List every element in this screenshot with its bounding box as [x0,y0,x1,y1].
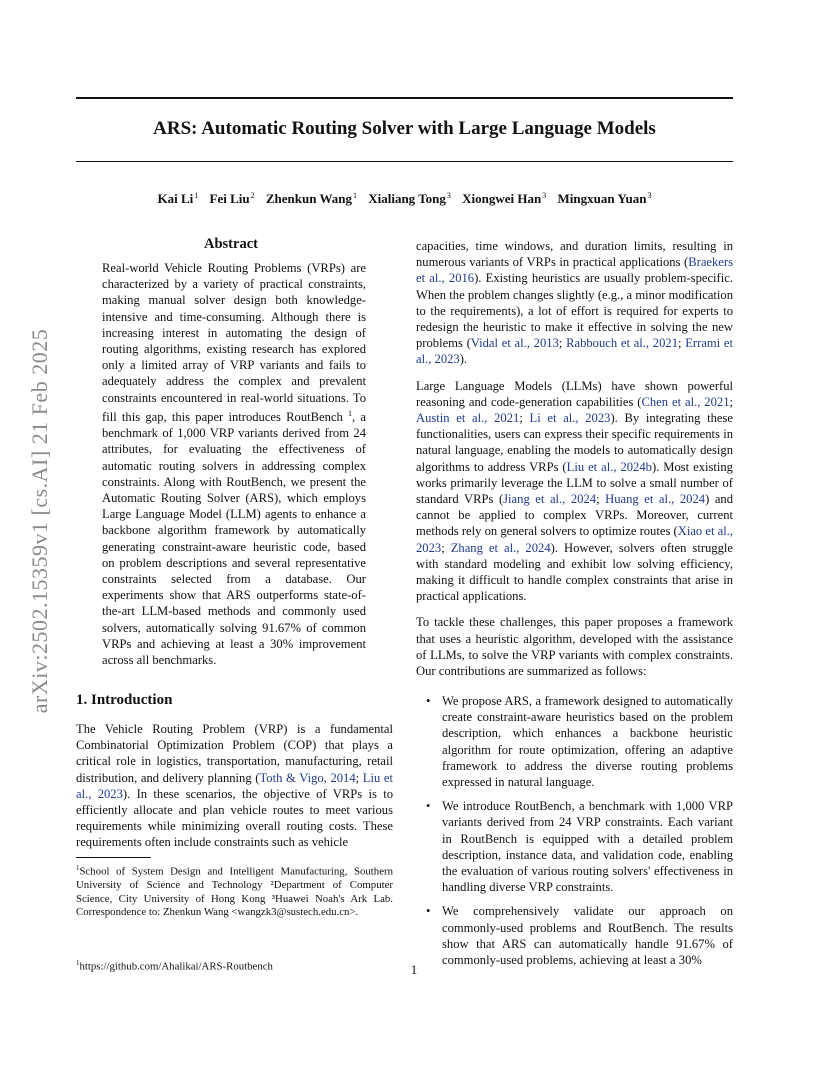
citation-link[interactable]: Rabbouch et al., 2021 [566,336,678,351]
title-bottom-rule [76,161,733,162]
introduction-body: The Vehicle Routing Problem (VRP) is a fundamental Combinatorial Optimization Problem (COP) that plays a critical role in logistics, transportation, manufacturing, retail distribution, and delivery planning (Toth & Vigo, 2014; Liu et al., 2023). In these scenarios, the objective of VRPs is to efficiently allocate and plan vehicle routes to meet various requirements while minimizing overall routing costs. These requirements often include constraints such as vehicle [76,722,393,850]
bullet: • [426,799,431,814]
affiliation-footnote: $^1$School of System Design and Intelligent Manufacturing, Southern University of Science and Technology ²Department of Computer Science, City University of Hong Kong ³Huawei Noah's Ark Lab. Correspondence to: Zhenkun Wang <wangzk3@sustech.edu.cn>. [76,864,393,919]
url-footnote: $^1$https://github.com/Ahalikai/ARS-Routbench [76,959,273,973]
author-list [76,191,733,207]
repo-link[interactable]: https://github.com/Ahalikai/ARS-Routbench [79,960,273,973]
citation-link[interactable]: Austin et al., 2021 [416,411,520,426]
citation-link[interactable]: Zhang et al., 2024 [450,540,551,555]
citation-link[interactable]: Huang et al., 2024 [605,492,706,507]
bullet: • [426,904,431,919]
citation-link[interactable]: Li et al., 2023 [529,411,611,426]
paper-title: ARS: Automatic Routing Solver with Large Language Models [153,118,656,139]
author: Xialiang Tong$^3$ [368,191,451,207]
paragraph: To tackle these challenges, this paper proposes a framework that uses a heuristic algorithm, developed with the assistance of LLMs, to solve the VRP variants with complex constraints. Our contributions are summarized as follows: [416,615,733,679]
author: Zhenkun Wang$^1$ [265,191,357,207]
citation-link[interactable]: Liu et al., 2024b [566,459,652,474]
page-number: 1 [410,962,418,977]
author: Mingxuan Yuan$^3$ [557,191,652,207]
author: Kai Li$^1$ [157,191,199,207]
list-item: • We comprehensively validate our approach on commonly-used problems and RoutBench. The results show that ARS can automatically handle 91.67% of commonly-used problems, achieving at least a 30% [426,904,733,968]
arxiv-side-label: arXiv:2502.15359v1 [cs.AI] 21 Feb 2025 [27,328,52,714]
title-top-rule [76,97,733,99]
footnote-rule [76,857,151,858]
citation-link[interactable]: Vidal et al., 2013 [470,336,559,351]
author: Fei Liu$^2$ [209,191,255,207]
abstract-body: Real-world Vehicle Routing Problems (VRPs) are characterized by a variety of practical constraints, making manual solver design both knowledge-intensive and time-consuming. Although there is increasing interest in automating the design of routing algorithms, existing research has explored only a limited array of VRP variants and fails to adequately address the complex and prevalent constraints encountered in real-world situations. To fill this gap, this paper introduces RoutBench $^1$, a benchmark of 1,000 VRP variants derived from 24 attributes, for evaluating the effectiveness of automatic routing solvers in addressing complex constraints. Along with RoutBench, we present the Automatic Routing Solver (ARS), which employs Large Language Model (LLM) agents to enhance a backbone algorithm framework by automatically generating constraint-aware heuristic code, based on problem descriptions and several representative constraints selected from a database. Our experiments show that ARS outperforms state-of-the-art LLM-based methods and commonly used solvers, automatically solving 91.67% of common VRPs and achieving at least a 30% improvement across all benchmarks. [102,261,366,668]
author: Xiongwei Han$^3$ [462,191,547,207]
list-item: • We propose ARS, a framework designed to automatically create constraint-aware heuristics based on the problem description, which enhances a backbone heuristic algorithm for route optimization, offering an adaptive framework to address the diverse routing problems expressed in natural language. [426,694,733,790]
list-item: • We introduce RoutBench, a benchmark with 1,000 VRP variants derived from 24 VRP constraints. Each variant in RoutBench is equipped with a detailed problem description, instance data, and validation code, enabling the evaluation of various routing solvers' effectiveness in handling diverse VRP constraints. [426,799,733,895]
citation-link[interactable]: Xiao et al., 2023 [416,524,733,555]
citation-link[interactable]: Liu et al., 2023 [76,770,393,801]
paragraph: Large Language Models (LLMs) have shown powerful reasoning and code-generation capabilities (Chen et al., 2021; Austin et al., 2021; Li et al., 2023). By integrating these functionalities, users can express their specific requirements in natural language, enabling the models to automatically design algorithms to address VRPs (Liu et al., 2024b). Most existing works primarily leverage the LLM to solve a small number of standard VRPs (Jiang et al., 2024; Huang et al., 2024) and cannot be applied to complex VRPs. Moreover, current methods rely on general solvers to optimize routes (Xiao et al., 2023; Zhang et al., 2024). However, solvers often struggle with standard modeling and exhibit low solving efficiency, making it difficult to handle complex constraints that arise in practical applications. [416,378,733,604]
bullet: • [426,694,431,708]
contributions-list [426,693,733,976]
paragraph: capacities, time windows, and duration limits, resulting in numerous variants of VRPs in practical applications (Braekers et al., 2016). Existing heuristics are usually problem-specific. When the problem changes slightly (e.g., a minor modification to the requirements), a lot of effort is required for experts to redesign the heuristic to make it effective in solving the new problems (Vidal et al., 2013; Rabbouch et al., 2021; Errami et al., 2023). [416,239,734,367]
citation-link[interactable]: Braekers et al., 2016 [416,255,733,286]
citation-link[interactable]: Errami et al., 2023 [416,336,734,367]
introduction-heading: 1. Introduction [76,692,173,708]
footnote-mark: 1 [348,408,353,418]
citation-link[interactable]: Jiang et al., 2024 [503,492,597,507]
abstract-heading: Abstract [204,236,258,252]
citation-link[interactable]: Chen et al., 2021 [641,394,730,409]
citation-link[interactable]: Toth & Vigo, 2014 [259,770,356,785]
right-column [416,238,733,679]
